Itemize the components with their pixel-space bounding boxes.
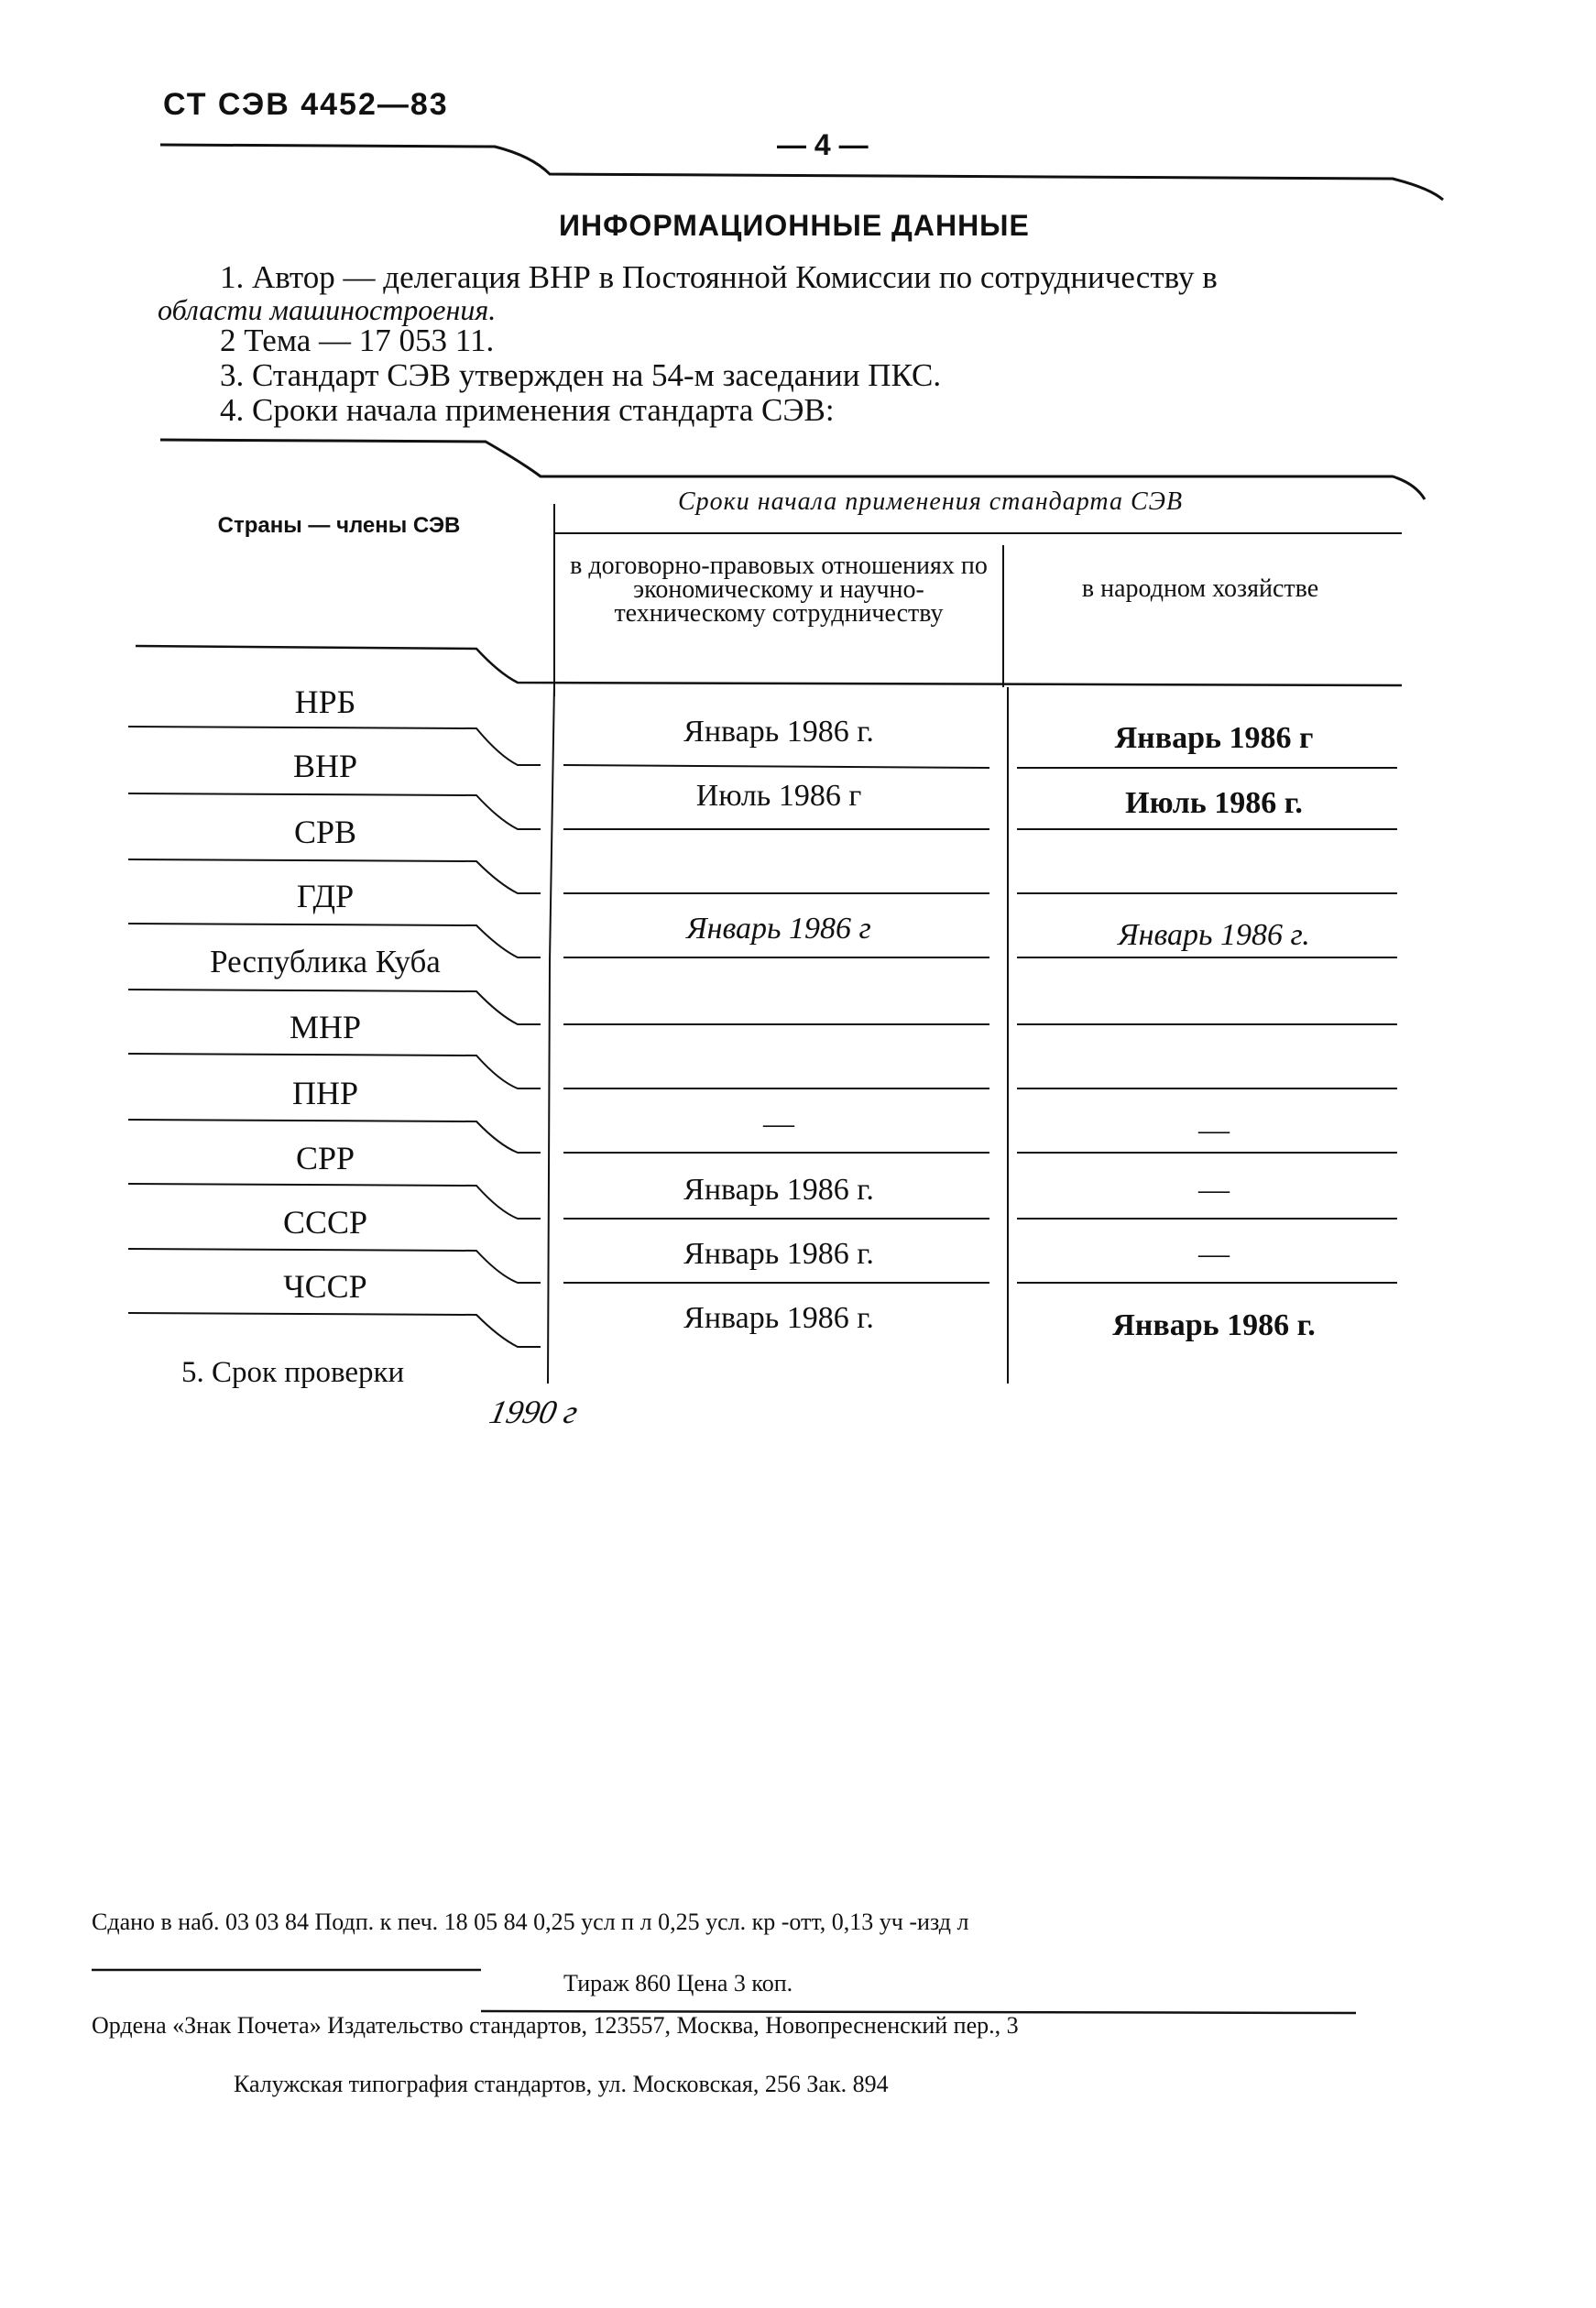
table-cell-economy: — — [1198, 1113, 1230, 1147]
table-row-country: Республика Куба — [210, 944, 441, 979]
table-cell-economy: Январь 1986 г. — [1112, 1308, 1316, 1342]
col-contract-header: в договорно-правовых отношениях по экономическому и научно-техническому сотрудничеству — [570, 552, 988, 628]
item-author: 1. Автор — делегация ВНР в Постоянной Комиссии по сотрудничеству в — [220, 259, 1218, 295]
table-cell-contract: Январь 1986 г. — [683, 715, 874, 749]
item-topic: 2 Тема — 17 053 11. — [220, 323, 495, 358]
table-cell-contract: — — [763, 1107, 794, 1141]
table-row-country: СРВ — [293, 814, 357, 850]
imprint-line-1: Сдано в наб. 03 03 84 Подп. к печ. 18 05 84 0,25 усл п л 0,25 усл. кр -отт, 0,13 уч -изд л — [92, 1909, 969, 1935]
group-header: Сроки начала применения стандарта СЭВ — [678, 487, 1184, 516]
page-title: ИНФОРМАЦИОННЫЕ ДАННЫЕ — [559, 209, 1030, 242]
table-cell-economy: Январь 1986 г. — [1118, 918, 1310, 952]
item-standard: 3. Стандарт СЭВ утвержден на 54-м заседании ПКС. — [220, 357, 942, 393]
table-row-country: СССР — [282, 1204, 368, 1241]
imprint-line-2: Тираж 860 Цена 3 коп. — [563, 1970, 793, 1996]
table-cell-contract: Январь 1986 г — [686, 912, 871, 946]
table-row-country: МНР — [289, 1009, 362, 1045]
table-cell-economy: Январь 1986 г — [1114, 721, 1314, 755]
item-author-cont: области машиностроения. — [158, 293, 497, 326]
col-economy-header: в народном хозяйстве — [1081, 574, 1319, 603]
table-row-country: ПНР — [291, 1075, 359, 1111]
table-cell-economy: — — [1198, 1173, 1230, 1207]
table-row-country: ГДР — [296, 878, 355, 914]
col-country-header: Страны — члены СЭВ — [217, 513, 461, 538]
table-row-country: НРБ — [294, 684, 356, 720]
imprint-line-3: Ордена «Знак Почета» Издательство стандартов, 123557, Москва, Новопресненский пер., 3 — [92, 2012, 1019, 2039]
table-cell-contract: Январь 1986 г. — [683, 1301, 874, 1335]
table-cell-contract: Январь 1986 г. — [683, 1237, 874, 1271]
page-number: — 4 — — [777, 128, 869, 161]
review-year: 1990 г — [486, 1394, 582, 1430]
item-dates-intro: 4. Сроки начала применения стандарта СЭВ: — [220, 392, 835, 428]
table-cell-contract: Июль 1986 г — [695, 779, 862, 813]
table-cell-contract: Январь 1986 г. — [683, 1173, 874, 1207]
item-review: 5. Срок проверки — [181, 1356, 405, 1389]
table-cell-economy: — — [1198, 1237, 1230, 1271]
table-cell-economy: Июль 1986 г. — [1125, 786, 1303, 820]
table-row-country: ВНР — [292, 748, 358, 784]
imprint-line-4: Калужская типография стандартов, ул. Московская, 256 Зак. 894 — [234, 2071, 889, 2097]
document-code: СТ СЭВ 4452—83 — [163, 87, 449, 122]
table-row-country: ЧССР — [283, 1268, 367, 1305]
table-row-country: СРР — [295, 1140, 355, 1176]
